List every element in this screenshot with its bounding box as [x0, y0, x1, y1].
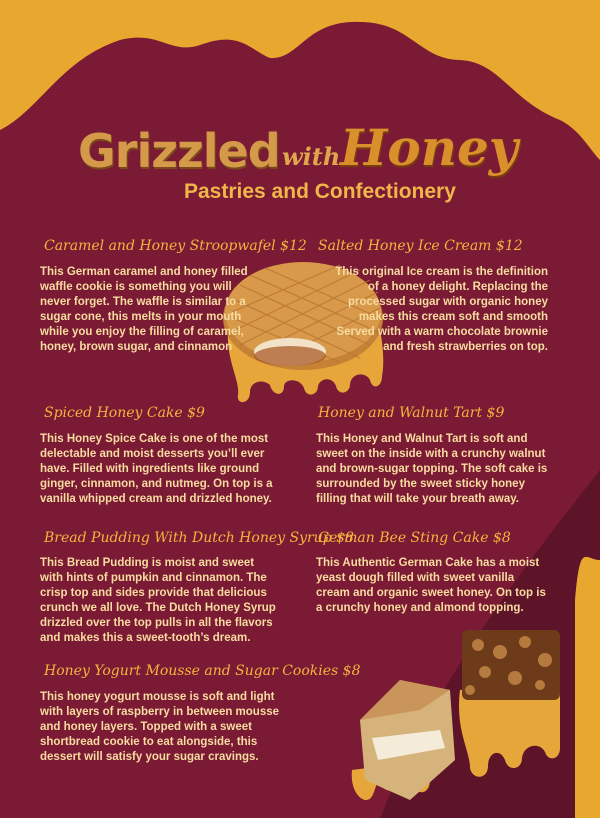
item-title-ice-cream: Salted Honey Ice Cream $12 — [318, 238, 523, 254]
title-grizzled: Grizzled — [78, 124, 280, 178]
item-desc-bread-pudding: This Bread Pudding is moist and sweet with hints of pumpkin and cinnamon. The crisp top and sides provide that delicious crunch we all love. The Dutch Honey Syrup drizzled over the top pulls in all the flavors and makes this a sweet-tooth’s dream. — [40, 557, 276, 644]
title-with: with — [282, 142, 341, 171]
item-desc-stroopwafel: This German caramel and honey filled waffle cookie is something you will never forget. The waffle is similar to a sugar cone, this melts in your mouth while you enjoy the filling of caramel, honey, brown sugar, and cinnamon — [40, 266, 248, 353]
item-title-spiced-cake: Spiced Honey Cake $9 — [44, 405, 205, 421]
menu-header — [0, 118, 600, 218]
item-desc-ice-cream: This original Ice cream is the definition of a honey delight. Replacing the processed sugar with organic honey makes this cream soft and smooth Served with a warm chocolate brownie and fresh strawberries on top. — [335, 266, 548, 353]
item-title-bee-sting: German Bee Sting Cake $8 — [318, 530, 511, 546]
subtitle: Pastries and Confectionery — [184, 180, 456, 203]
item-desc-spiced-cake: This Honey Spice Cake is one of the most delectable and moist desserts you’ll ever have. Filled with ingredients like ground ginger, cinnamon, and nutmeg. On top is a vanilla whipped cream and drizzled honey. — [40, 433, 273, 505]
item-title-walnut-tart: Honey and Walnut Tart $9 — [318, 405, 505, 421]
title-honey: Honey — [340, 118, 518, 177]
item-desc-walnut-tart: This Honey and Walnut Tart is soft and sweet on the inside with a crunchy walnut and brown-sugar topping. The soft cake is surrounded by the sweet sticky honey filling that will take your breath away. — [316, 433, 548, 505]
item-title-stroopwafel: Caramel and Honey Stroopwafel $12 — [44, 238, 307, 254]
item-desc-yogurt-mousse: This honey yogurt mousse is soft and light with layers of raspberry in between mousse and honey layers. Topped with a sweet shortbread cookie to eat alongside, this dessert will satisfy your sugar cravings. — [40, 691, 280, 763]
item-title-bread-pudding: Bread Pudding With Dutch Honey Syrup $8 — [44, 530, 354, 546]
item-desc-bee-sting: This Authentic German Cake has a moist yeast dough filled with sweet vanilla cream and organic sweet honey. On top is a crunchy honey and almond topping. — [316, 557, 546, 614]
item-title-yogurt-mousse: Honey Yogurt Mousse and Sugar Cookies $8 — [44, 663, 361, 679]
